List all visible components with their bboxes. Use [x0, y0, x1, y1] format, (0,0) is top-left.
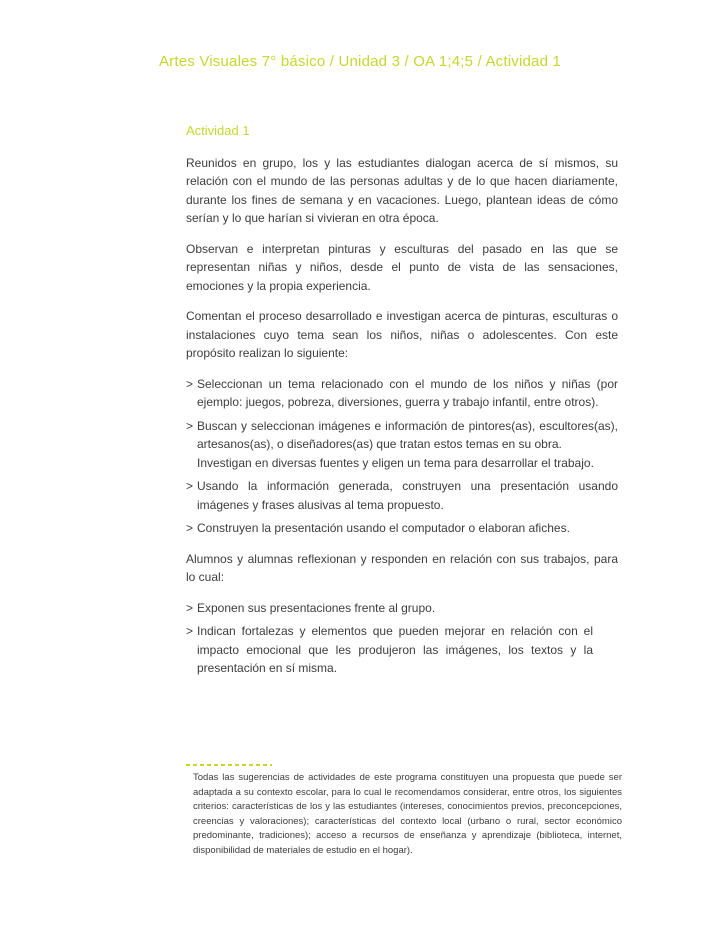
- paragraph-reflection-intro: Alumnos y alumnas reflexionan y responden en relación con sus trabajos, para lo cual:: [186, 551, 618, 584]
- paragraph-observe: Observan e interpretan pinturas y esculturas del pasado en las que se representan niñas y niños, desde el punto de vista de las sensaciones, emociones y la propia experiencia.: [186, 241, 618, 293]
- bullet-marker: >: [186, 376, 194, 391]
- step-note-line: Investigan en diversas fuentes y eligen un tema para desarrollar el trabajo.: [197, 455, 594, 470]
- bullet-marker: >: [186, 479, 194, 493]
- footnote-text: Todas las sugerencias de actividades de este programa constituyen una propuesta que puede ser adaptada a su contexto escolar, para lo cual le recomendamos considerar, entre otros, los siguientes criterios: características de los y las estudiantes (intereses, conocimientos previos, preconcepciones, creencias y valoraciones); características del contexto local (urbano o rural, sector económico predominante, tradiciones); acceso a recursos de enseñanza y aprendizaje (biblioteca, internet, disponibilidad de materiales de estudio en el hogar).: [193, 772, 622, 856]
- bullet-marker: >: [186, 521, 194, 535]
- step-text: [197, 622, 593, 678]
- list-item: [186, 519, 618, 538]
- bullet-marker: >: [186, 600, 194, 615]
- step-text-line: Usando la información generada, construyen una presentación usando imágenes y frases alusivas al tema propuesto.: [197, 479, 618, 512]
- list-item: [186, 622, 618, 678]
- bullet-marker: >: [186, 624, 194, 638]
- bullet-marker: >: [186, 418, 194, 433]
- step-text-line: Construyen la presentación usando el computador o elaboran afiches.: [197, 521, 570, 535]
- reflection-list: [186, 599, 618, 678]
- step-text-line: Seleccionan un tema relacionado con el mundo de los niños y niñas (por ejemplo: juegos, pobreza, diversiones, guerra y trabajo infantil, entre otros).: [197, 376, 618, 409]
- breadcrumb: Artes Visuales 7° básico / Unidad 3 / OA 1;4;5 / Actividad 1: [158, 53, 562, 70]
- list-item: [186, 417, 618, 473]
- list-item: [186, 477, 618, 514]
- step-text: [197, 375, 618, 412]
- step-text-line: Buscan y seleccionan imágenes e información de pintores(as), escultores(as), artesanos(as), o diseñadores(as) que tratan estos temas en su obra.: [197, 418, 618, 451]
- list-item: [186, 599, 618, 618]
- footnote-divider: [186, 764, 272, 766]
- paragraph-comment: Comentan el proceso desarrollado e investigan acerca de pinturas, esculturas o instalaciones cuyo tema sean los niños, niñas o adolescentes. Con este propósito realizan lo siguiente:: [186, 309, 618, 360]
- steps-list: [186, 375, 618, 538]
- footnote: [186, 764, 622, 858]
- step-text: [197, 599, 593, 618]
- paragraph-intro: Reunidos en grupo, los y las estudiantes dialogan acerca de sí mismos, su relación con el mundo de las personas adultas y de lo que hacen diariamente, durante los fines de semana y en vacaciones. Luego, plantean ideas de cómo serían y lo que harían si vivieran en otra época.: [186, 155, 618, 225]
- activity-title: Actividad 1: [186, 123, 250, 138]
- step-text: [197, 477, 618, 514]
- step-text: [197, 417, 618, 473]
- step-text-line: Indican fortalezas y elementos que pueden mejorar en relación con el impacto emocional que les produjeron las imágenes, los textos y la presentación en sí misma.: [197, 624, 593, 675]
- activity-content: [186, 122, 618, 690]
- list-item: [186, 375, 618, 412]
- step-text: [197, 519, 618, 538]
- step-text-line: Exponen sus presentaciones frente al grupo.: [197, 600, 436, 615]
